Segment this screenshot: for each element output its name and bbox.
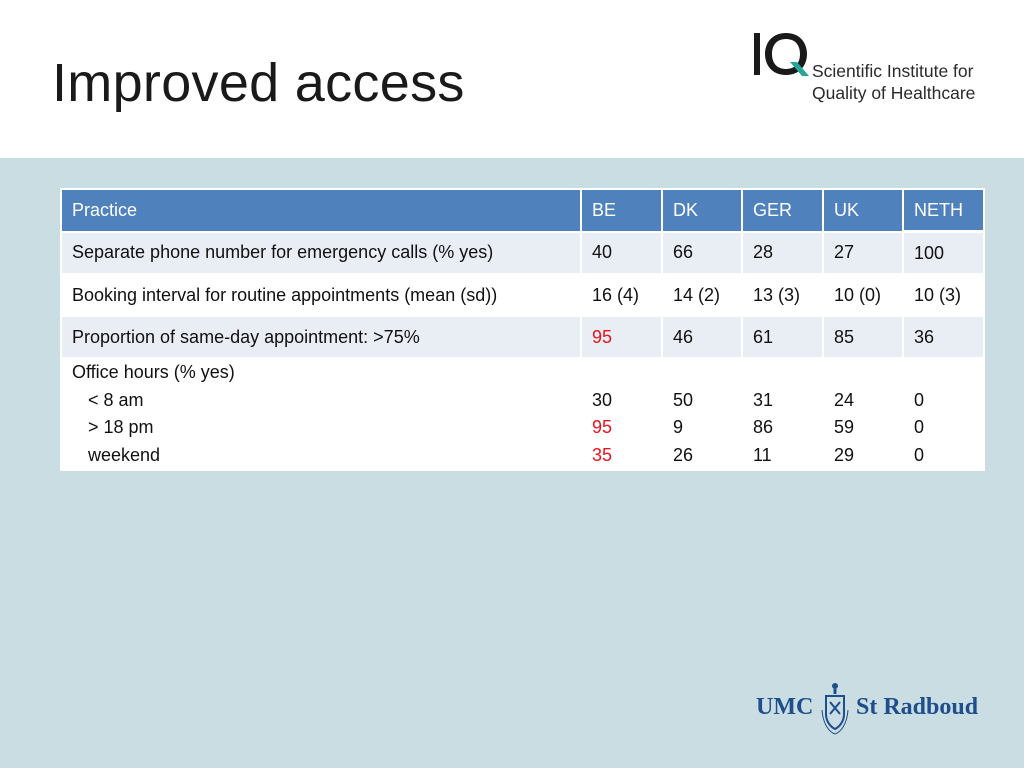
office-hours-value: 50: [673, 389, 694, 410]
table-header-row: [61, 189, 984, 232]
cell-uk: 27: [823, 232, 903, 275]
iq-logo-text: [812, 60, 975, 104]
slide-title: Improved access: [52, 53, 465, 113]
cell-be: 16 (4): [581, 274, 662, 316]
cell-neth: 100: [903, 232, 984, 275]
office-hours-sub-label: weekend: [88, 444, 161, 465]
office-hours-value: 26: [673, 444, 694, 465]
cell-be-highlight: 95: [581, 316, 662, 358]
office-hours-value-highlight: 95: [592, 417, 613, 437]
cell-ger: 28: [742, 232, 823, 275]
office-hours-value: 0: [914, 389, 925, 410]
iq-logo-icon: [752, 30, 812, 80]
comparison-table: [60, 188, 985, 471]
office-hours-sub-label: > 18 pm: [88, 417, 154, 437]
office-hours-value: 29: [834, 444, 855, 465]
cell-uk: 85: [823, 316, 903, 358]
cell-dk: 66: [662, 232, 742, 275]
office-hours-value: 0: [914, 444, 925, 465]
cell-be: 40: [581, 232, 662, 275]
row-label-office-hours: [61, 358, 581, 470]
iq-logo-line2: Quality of Healthcare: [812, 83, 976, 103]
slide-header: [0, 0, 1024, 158]
office-hours-value: 86: [753, 417, 774, 437]
office-hours-value: 59: [834, 417, 855, 437]
cell-neth: [903, 358, 984, 470]
table-row-office-hours: [61, 358, 984, 470]
cell-uk: [823, 358, 903, 470]
row-label: Separate phone number for emergency calls (% yes): [61, 232, 581, 275]
table-row: [61, 316, 984, 358]
column-header-be: BE: [581, 189, 662, 232]
office-hours-value: 9: [673, 417, 684, 437]
slide-content: [0, 158, 1024, 768]
cell-ger: 13 (3): [742, 274, 823, 316]
office-hours-value: 30: [592, 389, 613, 410]
table-row: [61, 274, 984, 316]
office-hours-value-highlight: 35: [592, 444, 613, 465]
cell-be: [581, 358, 662, 470]
office-hours-value: 0: [914, 417, 925, 437]
column-header-dk: DK: [662, 189, 742, 232]
office-hours-value: 31: [753, 389, 774, 410]
row-label: Proportion of same-day appointment: >75%: [61, 316, 581, 358]
iq-logo-line1: Scientific Institute for: [812, 61, 974, 81]
umc-logo-text-right: St Radboud: [856, 694, 979, 720]
cell-dk: 46: [662, 316, 742, 358]
cell-neth: 10 (3): [903, 274, 984, 316]
office-hours-value: 24: [834, 389, 855, 410]
cell-dk: 14 (2): [662, 274, 742, 316]
office-hours-value: 11: [753, 444, 772, 465]
umc-st-radboud-logo: [756, 680, 986, 736]
office-hours-sub-label: < 8 am: [88, 389, 144, 410]
table-row: [61, 232, 984, 275]
crest-icon: [820, 680, 850, 736]
column-header-uk: UK: [823, 189, 903, 232]
cell-dk: [662, 358, 742, 470]
cell-neth: 36: [903, 316, 984, 358]
cell-uk: 10 (0): [823, 274, 903, 316]
iq-logo: [752, 30, 1002, 110]
cell-ger: 61: [742, 316, 823, 358]
office-hours-label: Office hours (% yes): [72, 362, 235, 382]
row-label: Booking interval for routine appointments (mean (sd)): [61, 274, 581, 316]
column-header-practice: Practice: [61, 189, 581, 232]
cell-ger: [742, 358, 823, 470]
column-header-ger: GER: [742, 189, 823, 232]
umc-logo-text-left: UMC: [756, 694, 814, 720]
column-header-neth: NETH: [903, 189, 984, 232]
